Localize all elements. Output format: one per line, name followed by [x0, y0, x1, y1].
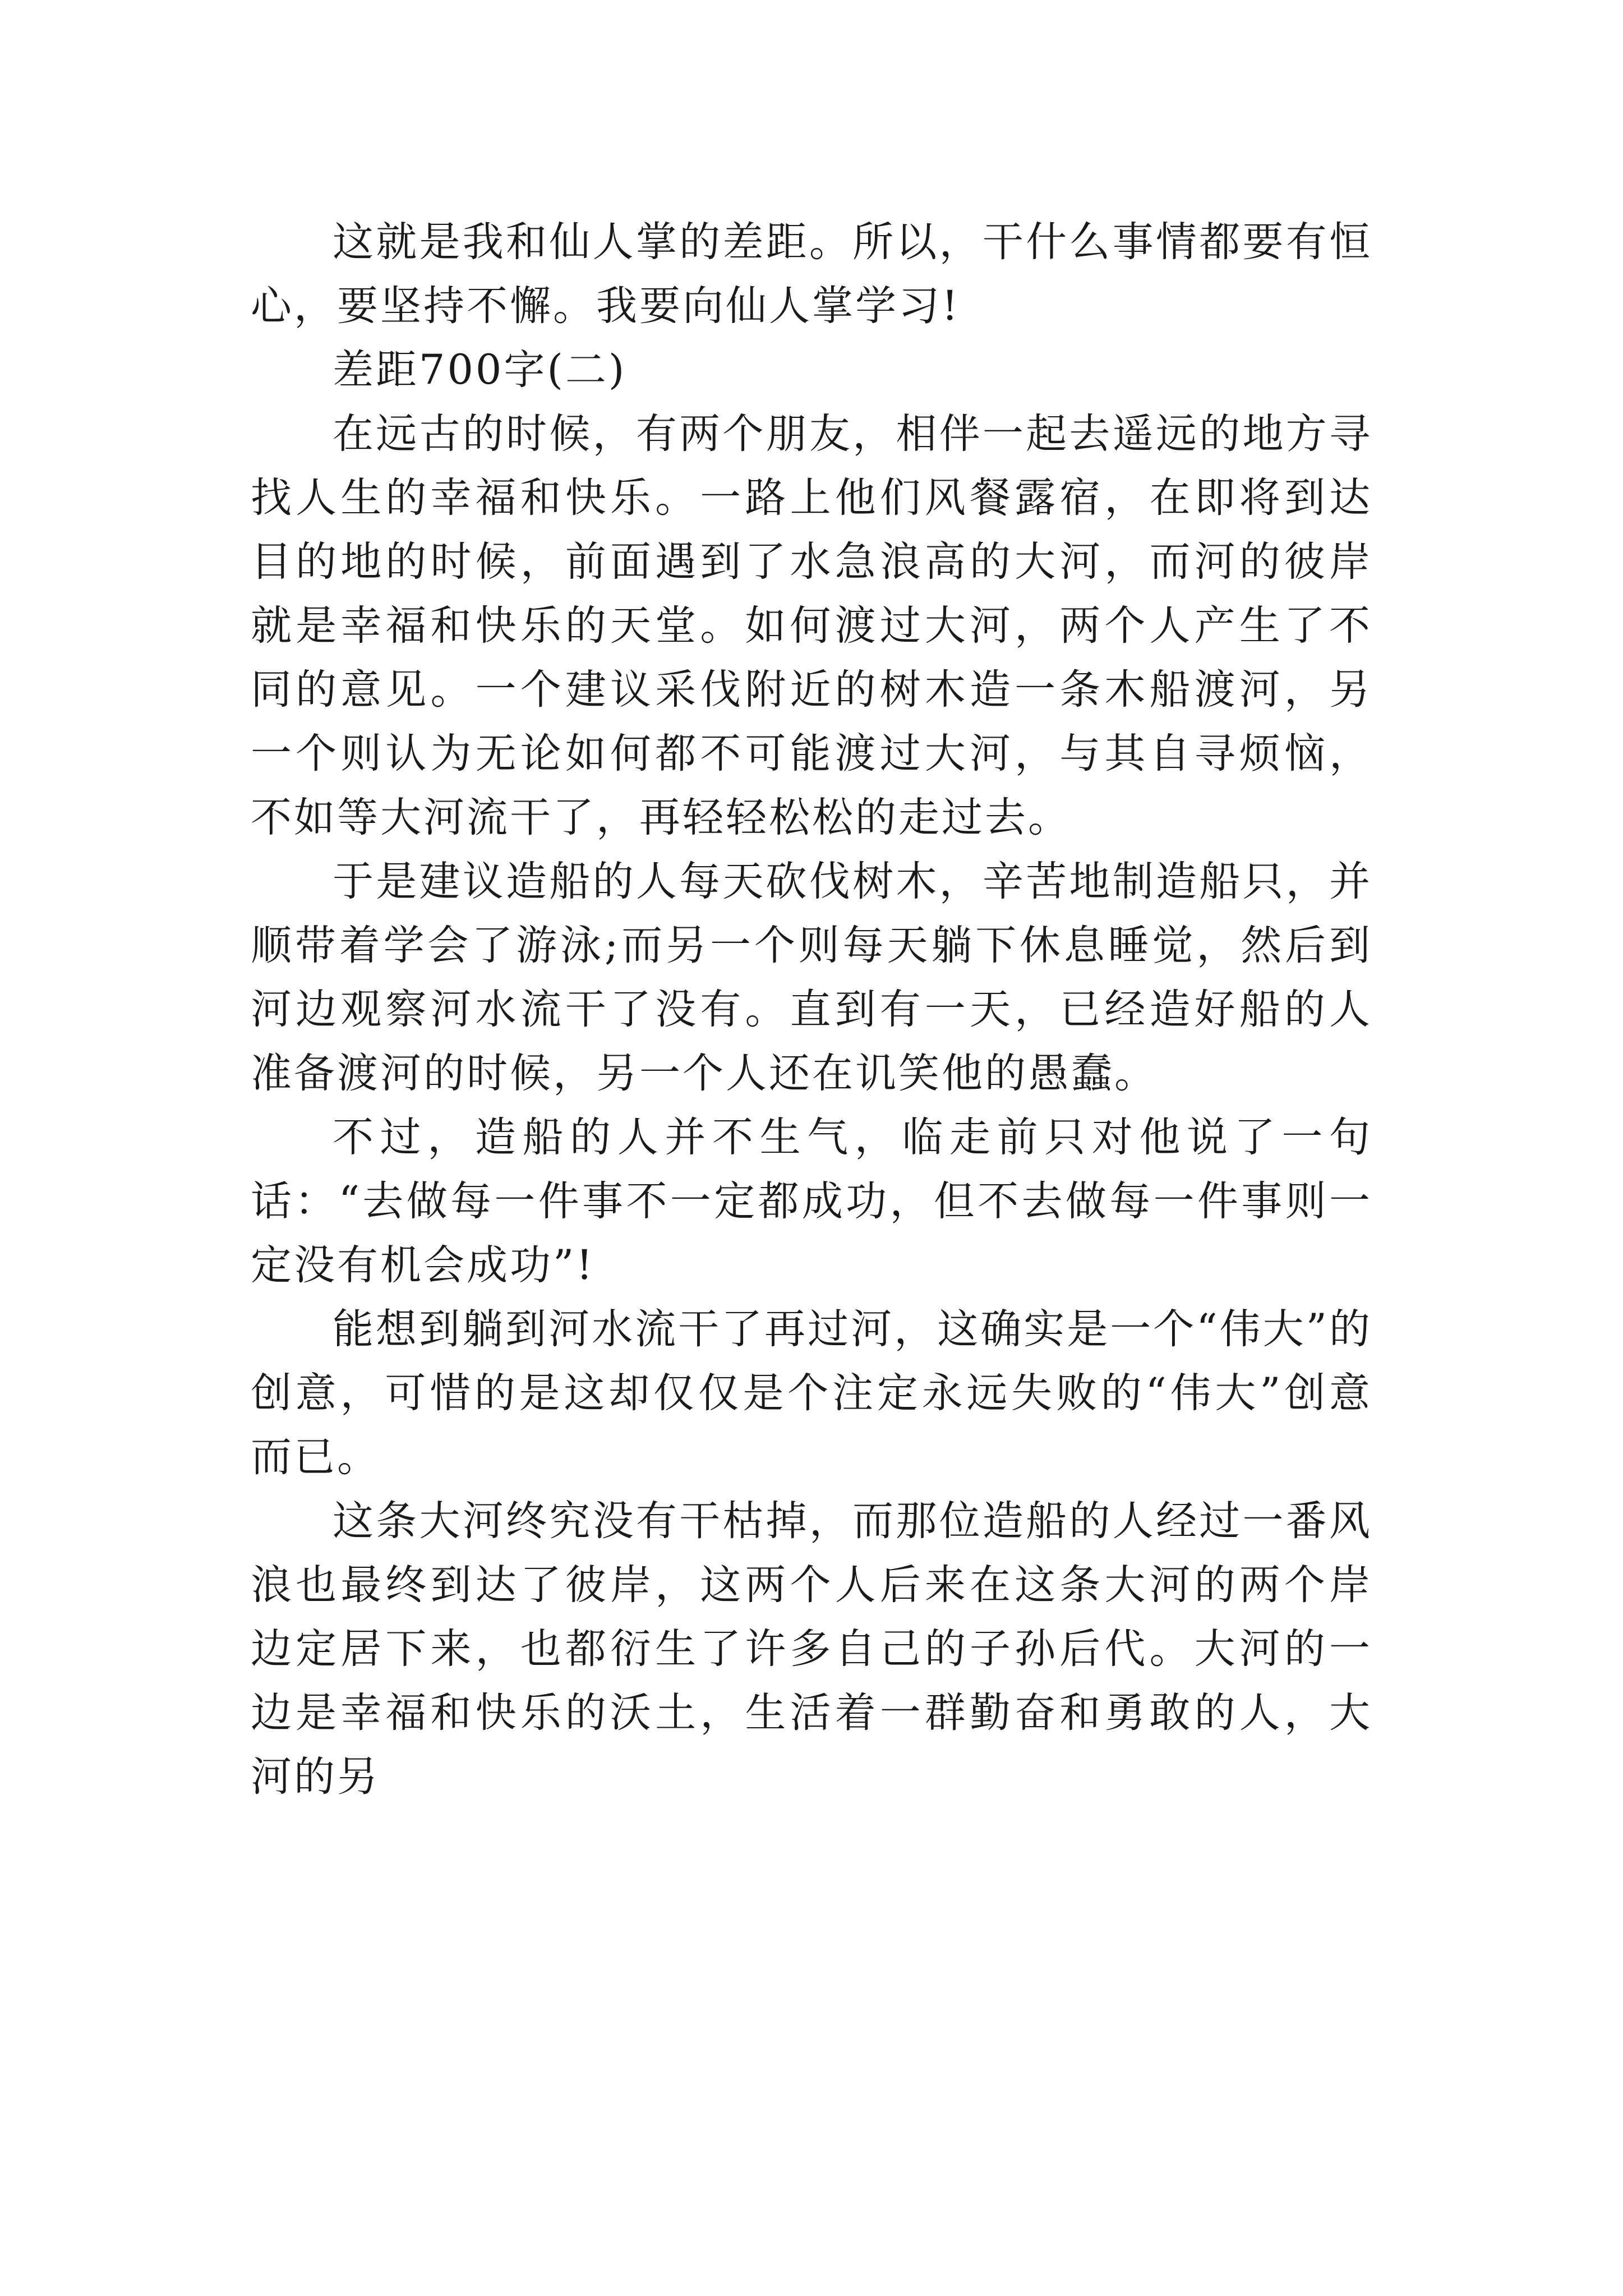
- section-heading: 差距700字(二): [333, 346, 627, 394]
- paragraph-6: 这条大河终究没有干枯掉，而那位造船的人经过一番风浪也最终到达了彼岸，这两个人后来在这条大河的两个岸边定居下来，也都衍生了许多自己的子孙后代。大河的一边是幸福和快乐的沃土，生活着一群勤奋和勇敢的人，大河的另: [251, 1497, 1372, 1801]
- paragraph-2: 在远古的时候，有两个朋友，相伴一起去遥远的地方寻找人生的幸福和快乐。一路上他们风餐露宿，在即将到达目的地的时候，前面遇到了水急浪高的大河，而河的彼岸就是幸福和快乐的天堂。如何渡过大河，两个人产生了不同的意见。一个建议采伐附近的树木造一条木船渡河，另一个则认为无论如何都不可能渡过大河，与其自寻烦恼，不如等大河流干了，再轻轻松松的走过去。: [251, 410, 1372, 841]
- paragraph-5: 能想到躺到河水流干了再过河，这确实是一个“伟大”的创意，可惜的是这却仅仅是个注定永远失败的“伟大”创意而已。: [251, 1305, 1372, 1481]
- document-body: [251, 210, 1372, 1809]
- paragraph-4: 不过，造船的人并不生气，临走前只对他说了一句话：“去做每一件事不一定都成功，但不去做每一件事则一定没有机会成功”!: [251, 1114, 1372, 1289]
- paragraph-3: 于是建议造船的人每天砍伐树木，辛苦地制造船只，并顺带着学会了游泳;而另一个则每天躺下休息睡觉，然后到河边观察河水流干了没有。直到有一天，已经造好船的人准备渡河的时候，另一个人还在讥笑他的愚蠢。: [251, 858, 1372, 1097]
- paragraph-1: 这就是我和仙人掌的差距。所以，干什么事情都要有恒心，要坚持不懈。我要向仙人掌学习!: [251, 218, 1372, 330]
